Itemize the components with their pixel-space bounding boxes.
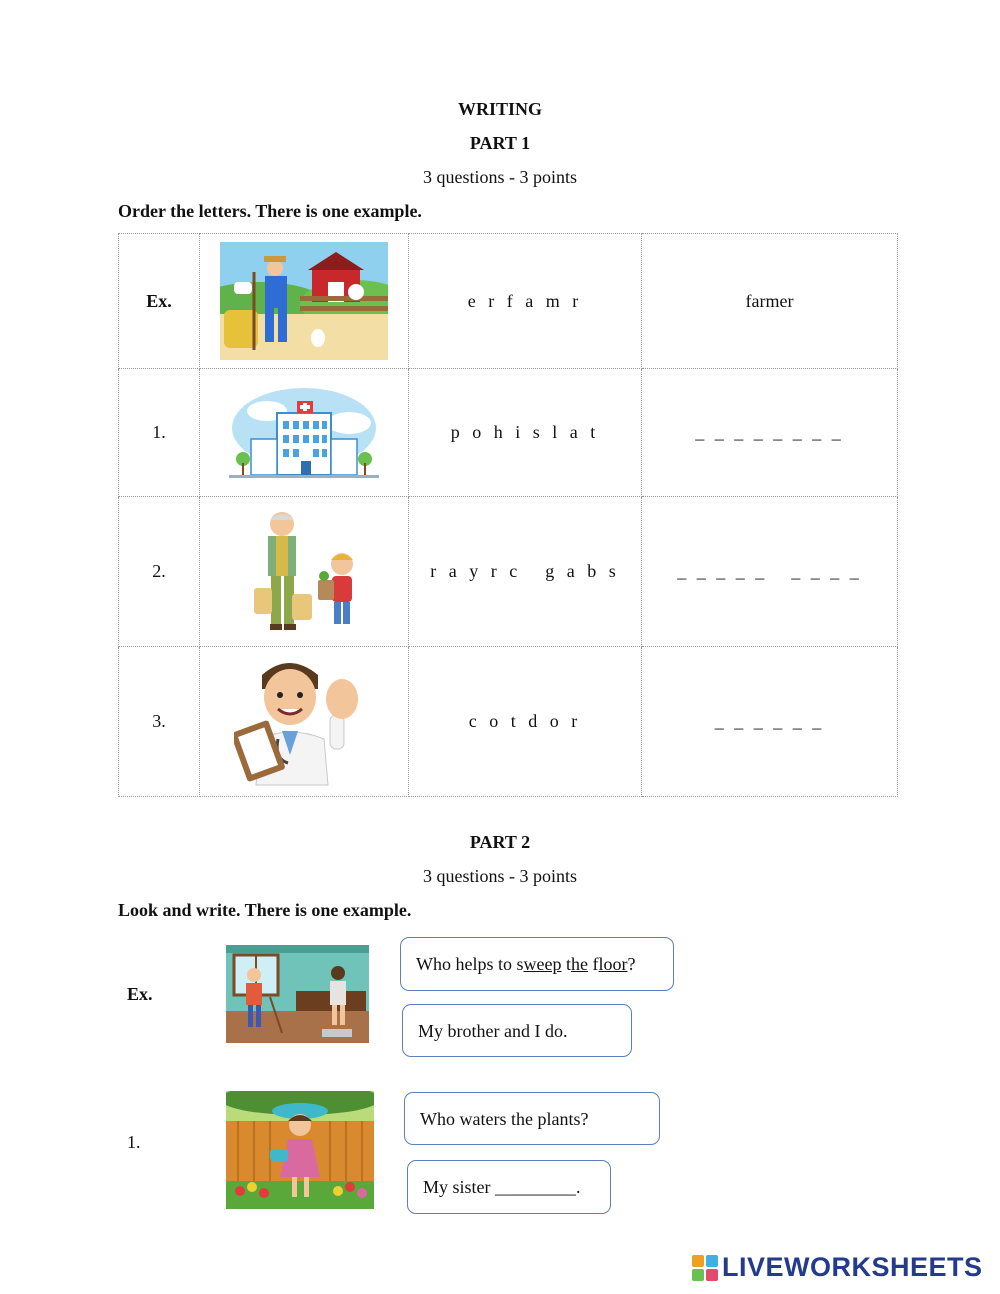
answer-blank-word-2: _ _ _ _	[791, 561, 862, 581]
page-title: WRITING	[457, 99, 542, 119]
part1-title: PART 1	[469, 133, 531, 153]
row-number: 1.	[119, 369, 200, 497]
answer-blanks: _ _ _ _ _ _	[642, 647, 898, 797]
brand-name: LIVEWORKSHEETS	[722, 1252, 983, 1282]
image-cell	[200, 234, 409, 369]
farmer-image	[220, 242, 388, 360]
example-answer: My brother and I do.	[418, 1020, 568, 1041]
answer-cell: farmer	[642, 234, 898, 369]
sweeping-image	[226, 945, 369, 1043]
example-question-bubble	[400, 937, 674, 991]
scrambled-letters: e r f a m r	[409, 234, 642, 369]
part1-points: 3 questions - 3 points	[422, 167, 577, 187]
item-1-answer-bubble[interactable]	[407, 1160, 611, 1214]
example-answer-bubble	[402, 1004, 632, 1057]
table-row	[119, 647, 898, 797]
liveworksheets-logo	[692, 1252, 983, 1283]
part1-instruction: Order the letters. There is one example.	[118, 201, 422, 221]
answer-blank-word-1: _ _ _ _ _	[677, 561, 768, 581]
scrambled-word-1: r a y r c	[430, 561, 522, 581]
grandfather-boy-image	[244, 510, 364, 634]
row-number: 3.	[119, 647, 200, 797]
watering-plants-image	[226, 1091, 374, 1209]
scrambled-letters: c o t d o r	[409, 647, 642, 797]
scrambled-letters	[409, 497, 642, 647]
example-label: Ex.	[127, 984, 153, 1004]
image-cell	[200, 647, 409, 797]
example-question: Who helps to sweep the floor?	[416, 954, 636, 974]
answer-blanks	[642, 497, 898, 647]
scrambled-letters: p o h i s l a t	[409, 369, 642, 497]
table-row	[119, 234, 898, 369]
part2-points: 3 questions - 3 points	[422, 866, 577, 886]
table-row	[119, 369, 898, 497]
item-1-question: Who waters the plants?	[420, 1108, 589, 1129]
row-number: 2.	[119, 497, 200, 647]
item-1-answer: My sister _________.	[423, 1177, 581, 1197]
part2-instruction: Look and write. There is one example.	[118, 900, 412, 920]
table-row	[119, 497, 898, 647]
part2-title: PART 2	[469, 832, 531, 852]
image-cell	[200, 497, 409, 647]
doctor-image	[234, 655, 374, 789]
item-1-label: 1.	[127, 1132, 141, 1152]
hospital-image	[229, 383, 379, 483]
part1-table	[118, 233, 898, 797]
liveworksheets-logo-icon	[692, 1255, 718, 1281]
item-1-question-bubble	[404, 1092, 660, 1145]
scrambled-word-2: g a b s	[545, 561, 620, 581]
answer-blanks: _ _ _ _ _ _ _ _	[642, 369, 898, 497]
row-number: Ex.	[119, 234, 200, 369]
image-cell	[200, 369, 409, 497]
